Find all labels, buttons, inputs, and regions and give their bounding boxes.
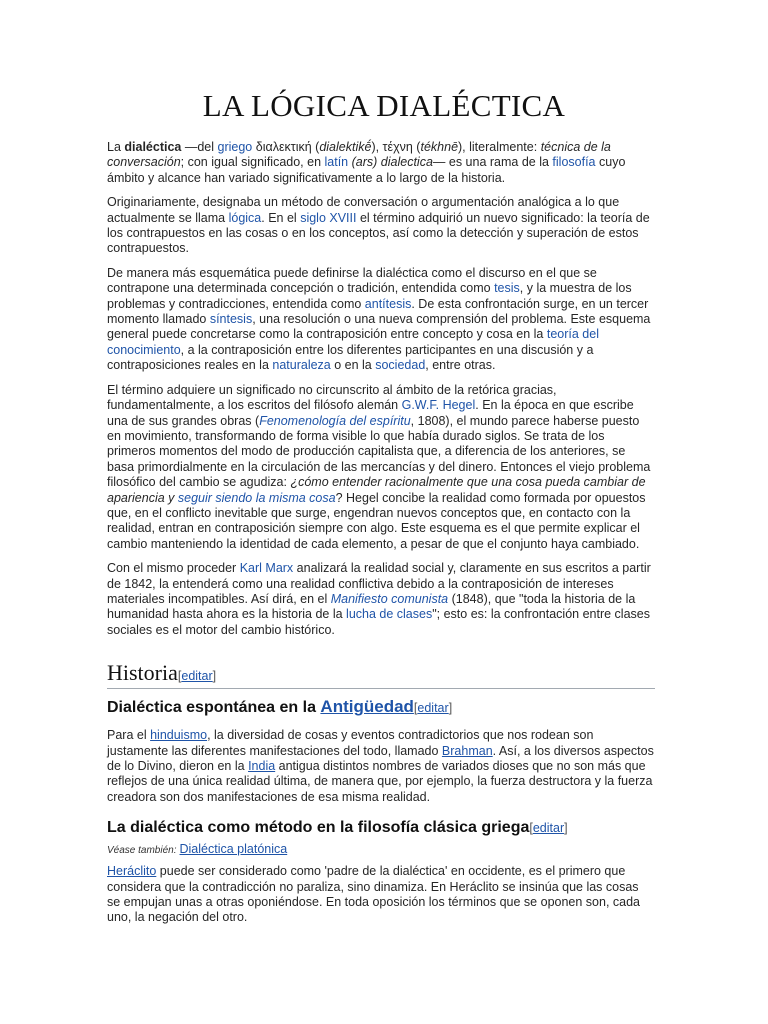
bracket: ]: [564, 821, 568, 836]
link-fenomenologia[interactable]: [259, 414, 410, 428]
text: ; con igual significado, en: [180, 155, 325, 170]
link-logica[interactable]: lógica: [228, 210, 262, 225]
text: De manera más esquemática puede definirse la dialéctica como el discurso en el que se contrapone una determinada concepción o tradición, entendida como: [107, 265, 597, 296]
text: . En la época en que escribe una de sus grandes obras (: [107, 398, 634, 428]
text: Con el mismo proceder: [107, 561, 240, 576]
paragraph-intro: [107, 140, 655, 186]
page-title: LA LÓGICA DIALÉCTICA: [202, 88, 566, 123]
paragraph-hegel: [107, 383, 655, 552]
edit-label: editar: [181, 669, 213, 684]
paragraph-origin: [107, 195, 655, 257]
link-latin[interactable]: latín: [324, 155, 349, 170]
section-heading-historia: [107, 660, 655, 689]
section-title: Historia: [107, 660, 178, 686]
subsection-heading-antiguedad: [107, 697, 655, 717]
link-karl-marx[interactable]: Karl Marx: [239, 561, 294, 576]
text: , 1808), el mundo parece haberse puesto en movimiento, transformando de forma visible lo que había durado siglos. Se trata de los primeros momentos del modo de producción capitalista que, a diferencia de los anteriores, se basa primordialmente en la circulación de las mercancías y del dinero. Entonces el viejo problema filosófico del cambio se agudiza:: [107, 413, 651, 490]
link-manifiesto[interactable]: [331, 592, 448, 606]
text: "; esto es: la confrontación entre clases sociales es el motor del cambio histórico.: [107, 607, 650, 637]
text: Para el: [107, 728, 151, 743]
italic-text: tékhnē: [420, 140, 459, 154]
text: el término adquirió un nuevo significado: la teoría de los contrapuestos en las cosas o en los conceptos, así como la detección y superación de estos contrapuestos.: [107, 210, 650, 256]
link-sintesis[interactable]: síntesis: [209, 312, 253, 327]
text: Originariamente, designaba un método de conversación o argumentación analógica a lo que actualmente se llama: [107, 195, 620, 225]
text: o en la: [330, 358, 376, 373]
text: analizará la realidad social y, claramente en sus escritos a partir de 1842, la entenderá como una realidad conflictiva debido a la contraposición de intereses materiales incompatibles. Así dirá, en el: [107, 561, 651, 606]
see-also-label: Véase también:: [107, 845, 177, 857]
edit-link-historia[interactable]: [178, 669, 216, 683]
text: , a la contraposición entre los diferentes participantes en una discusión y a contraposiciones reales en la: [107, 342, 594, 373]
text: El término adquiere un significado no circunscrito al ámbito de la retórica gracias, fundamentalmente, a los escritos del filósofo alemán: [107, 382, 557, 413]
edit-label: editar: [417, 701, 449, 716]
paragraph-schema: [107, 266, 655, 374]
link-brahman[interactable]: Brahman: [441, 743, 493, 758]
text: — es una rama de la: [432, 155, 553, 170]
link-naturaleza[interactable]: naturaleza: [272, 358, 331, 373]
link-antiguedad[interactable]: Antigüedad: [320, 697, 414, 717]
text: (1848), que "toda la historia de la humanidad hasta ahora es la historia de la: [107, 591, 636, 622]
italic-text: técnica de la conversación: [107, 140, 611, 170]
link-griego[interactable]: griego: [217, 140, 253, 154]
link-lucha-clases[interactable]: lucha de clases: [346, 607, 433, 622]
italic-link-text: seguir siendo la misma cosa: [177, 490, 336, 505]
italic-link-text: Manifiesto comunista: [330, 591, 449, 606]
edit-link-antiguedad[interactable]: [414, 701, 452, 715]
link-hinduismo[interactable]: hinduismo: [150, 728, 208, 743]
see-also-note: [107, 842, 655, 856]
text: . En el: [261, 210, 301, 225]
text: ), literalmente:: [458, 140, 541, 154]
edit-label: editar: [532, 821, 565, 836]
paragraph-heraclito: [107, 864, 655, 926]
edit-link-clasica[interactable]: [529, 821, 567, 835]
subsection-title: Dialéctica espontánea en la: [107, 699, 321, 717]
italic-text: ¿cómo entender racionalmente que una cosa pueda cambiar de apariencia y: [107, 475, 646, 505]
link-teoria-conocimiento[interactable]: teoría del conocimiento: [107, 327, 599, 357]
text: , una resolución o una nueva comprensión del problema. Este esquema general puede concretarse como la contraposición entre concepto y cosa en la: [107, 312, 651, 342]
italic-text: (ars) dialectica: [351, 155, 433, 170]
link-antitesis[interactable]: antítesis: [364, 296, 412, 311]
link-heraclito[interactable]: Heráclito: [107, 864, 157, 879]
link-misma-cosa[interactable]: [178, 491, 336, 505]
link-filosofia[interactable]: filosofía: [552, 155, 596, 170]
link-dialectica-platonica[interactable]: Dialéctica platónica: [179, 842, 288, 857]
paragraph-hinduismo: [107, 728, 655, 805]
subsection-title: La dialéctica como método en la filosofía clásica griega: [107, 819, 530, 837]
text: , la diversidad de cosas y eventos contradictorios que nos rodean son justamente las diferentes manifestaciones del todo, llamado: [107, 728, 594, 758]
link-hegel[interactable]: G.W.F. Hegel: [401, 398, 476, 413]
subsection-heading-clasica: [107, 819, 655, 837]
text: . De esta confrontación surge, en un tercer momento llamado: [107, 296, 649, 327]
bracket: [: [413, 701, 418, 716]
link-india[interactable]: India: [248, 759, 276, 773]
link-siglo-xviii[interactable]: siglo XVIII: [300, 210, 357, 225]
italic-text: dialektikḗ: [319, 140, 372, 154]
bracket: ]: [448, 701, 453, 716]
text: , entre otras.: [425, 358, 496, 373]
italic-link-text: Fenomenología del espíritu: [259, 413, 411, 428]
bracket: [: [529, 821, 533, 836]
link-sociedad[interactable]: sociedad: [375, 358, 426, 373]
link-tesis[interactable]: tesis: [494, 281, 520, 296]
article-body: [107, 140, 655, 935]
text: διαλεκτική (: [252, 140, 320, 154]
bold-term: dialéctica: [124, 140, 182, 154]
bracket: ]: [212, 669, 217, 684]
text: cuyo ámbito y alcance han variado significativamente a lo largo de la historia.: [107, 155, 626, 185]
text: —del: [181, 140, 218, 154]
text: , y la muestra de los problemas y contradicciones, entendida como: [107, 281, 632, 311]
paragraph-marx: [107, 561, 655, 638]
text: ), τέχνη (: [371, 140, 421, 154]
bracket: [: [177, 669, 182, 684]
text: antigua distintos nombres de variados dioses que no son más que reflejos de una única realidad última, de manera que, por ejemplo, la fuerza destructora y la fuerza creadora son dos manifestaciones de esa misma realidad.: [107, 759, 653, 804]
text: ? Hegel concibe la realidad como formada por opuestos que, en el conflicto inevitable que surge, engendran nuevos conceptos que, en contacto con la realidad, entran en contraposición siempre con algo. Este esquema es el que permite explicar el cambio manteniendo la identidad de cada elemento, a pesar de que el conjunto haya cambiado.: [107, 490, 646, 551]
text: La: [107, 140, 125, 154]
text: puede ser considerado como 'padre de la dialéctica' en occidente, es el primero que considera que la contradicción no paraliza, sino dinamiza. En Heráclito se insinúa que las cosas se empujan unas a otras oponiéndose. En toda oposición los términos que se oponen son, cada uno, la negación del otro.: [107, 864, 641, 925]
text: . Así, a los diversos aspectos de lo Divino, dieron en la: [107, 743, 654, 773]
